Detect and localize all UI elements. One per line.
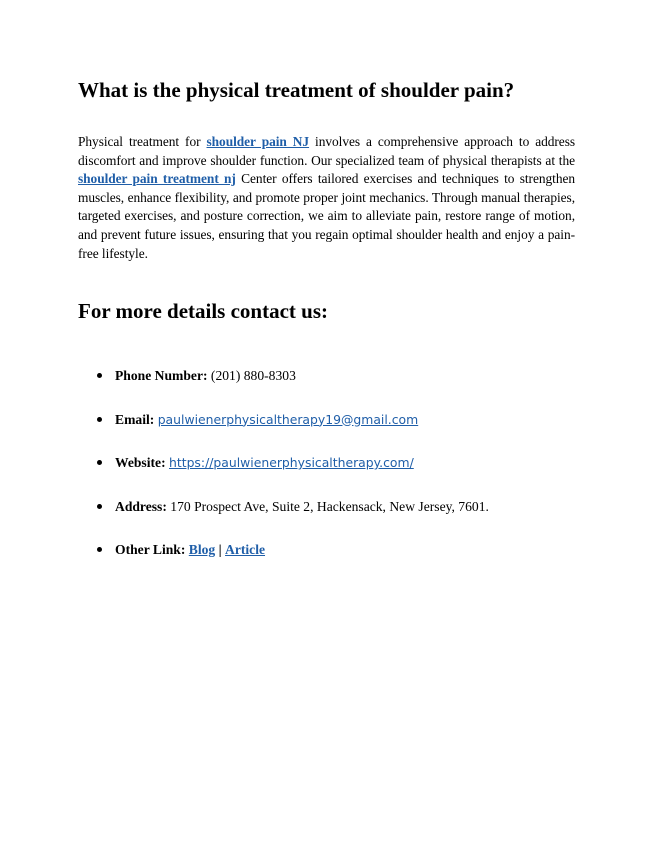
email-label: Email: <box>115 411 155 427</box>
contact-list <box>78 365 575 583</box>
treatment-heading: What is the physical treatment of shoulder pain? <box>78 78 515 102</box>
shoulder-pain-treatment-nj-link[interactable]: shoulder pain treatment nj <box>78 171 236 187</box>
article-link[interactable]: Article <box>225 542 266 557</box>
phone-label: Phone Number: <box>115 368 208 383</box>
contact-item-address <box>78 496 575 540</box>
paragraph-text-2: involves a comprehensive approach to address discomfort and improve shoulder function. Our specialized team of physical therapists at the <box>78 134 576 168</box>
contact-item-other-link <box>78 539 575 583</box>
treatment-paragraph <box>78 133 575 263</box>
paragraph-text-1: Physical treatment for <box>78 134 207 149</box>
address-value: 170 Prospect Ave, Suite 2, Hackensack, New Jersey, 7601. <box>166 498 489 514</box>
bullet-icon <box>97 460 102 465</box>
bullet-icon <box>97 373 102 378</box>
contact-heading: For more details contact us: <box>78 299 329 323</box>
other-link-label: Other Link: <box>115 542 186 557</box>
bullet-icon <box>97 504 102 509</box>
paragraph-text-3: Center offers tailored exercises and techniques to strengthen muscles, enhance flexibility, and promote proper joint mechanics. Through manual therapies, targeted exercises, and posture correction, we aim to alleviate pain, restore range of motion, and prevent future issues, ensuring that you regain optimal shoulder health and enjoy a pain-free lifestyle. <box>78 171 576 261</box>
contact-item-website <box>78 452 575 496</box>
contact-item-email <box>78 409 575 453</box>
contact-item-phone <box>78 365 575 409</box>
shoulder-pain-nj-link[interactable]: shoulder pain NJ <box>206 134 310 149</box>
email-link[interactable]: paulwienerphysicaltherapy19@gmail.com <box>157 411 419 427</box>
website-label: Website: <box>115 455 166 470</box>
website-link[interactable]: https://paulwienerphysicaltherapy.com/ <box>169 455 414 470</box>
bullet-icon <box>97 547 102 552</box>
blog-link[interactable]: Blog <box>188 542 216 557</box>
address-label: Address: <box>115 498 167 514</box>
bullet-icon <box>97 417 102 422</box>
phone-value: (201) 880-8303 <box>207 368 296 383</box>
link-separator: | <box>218 542 222 557</box>
